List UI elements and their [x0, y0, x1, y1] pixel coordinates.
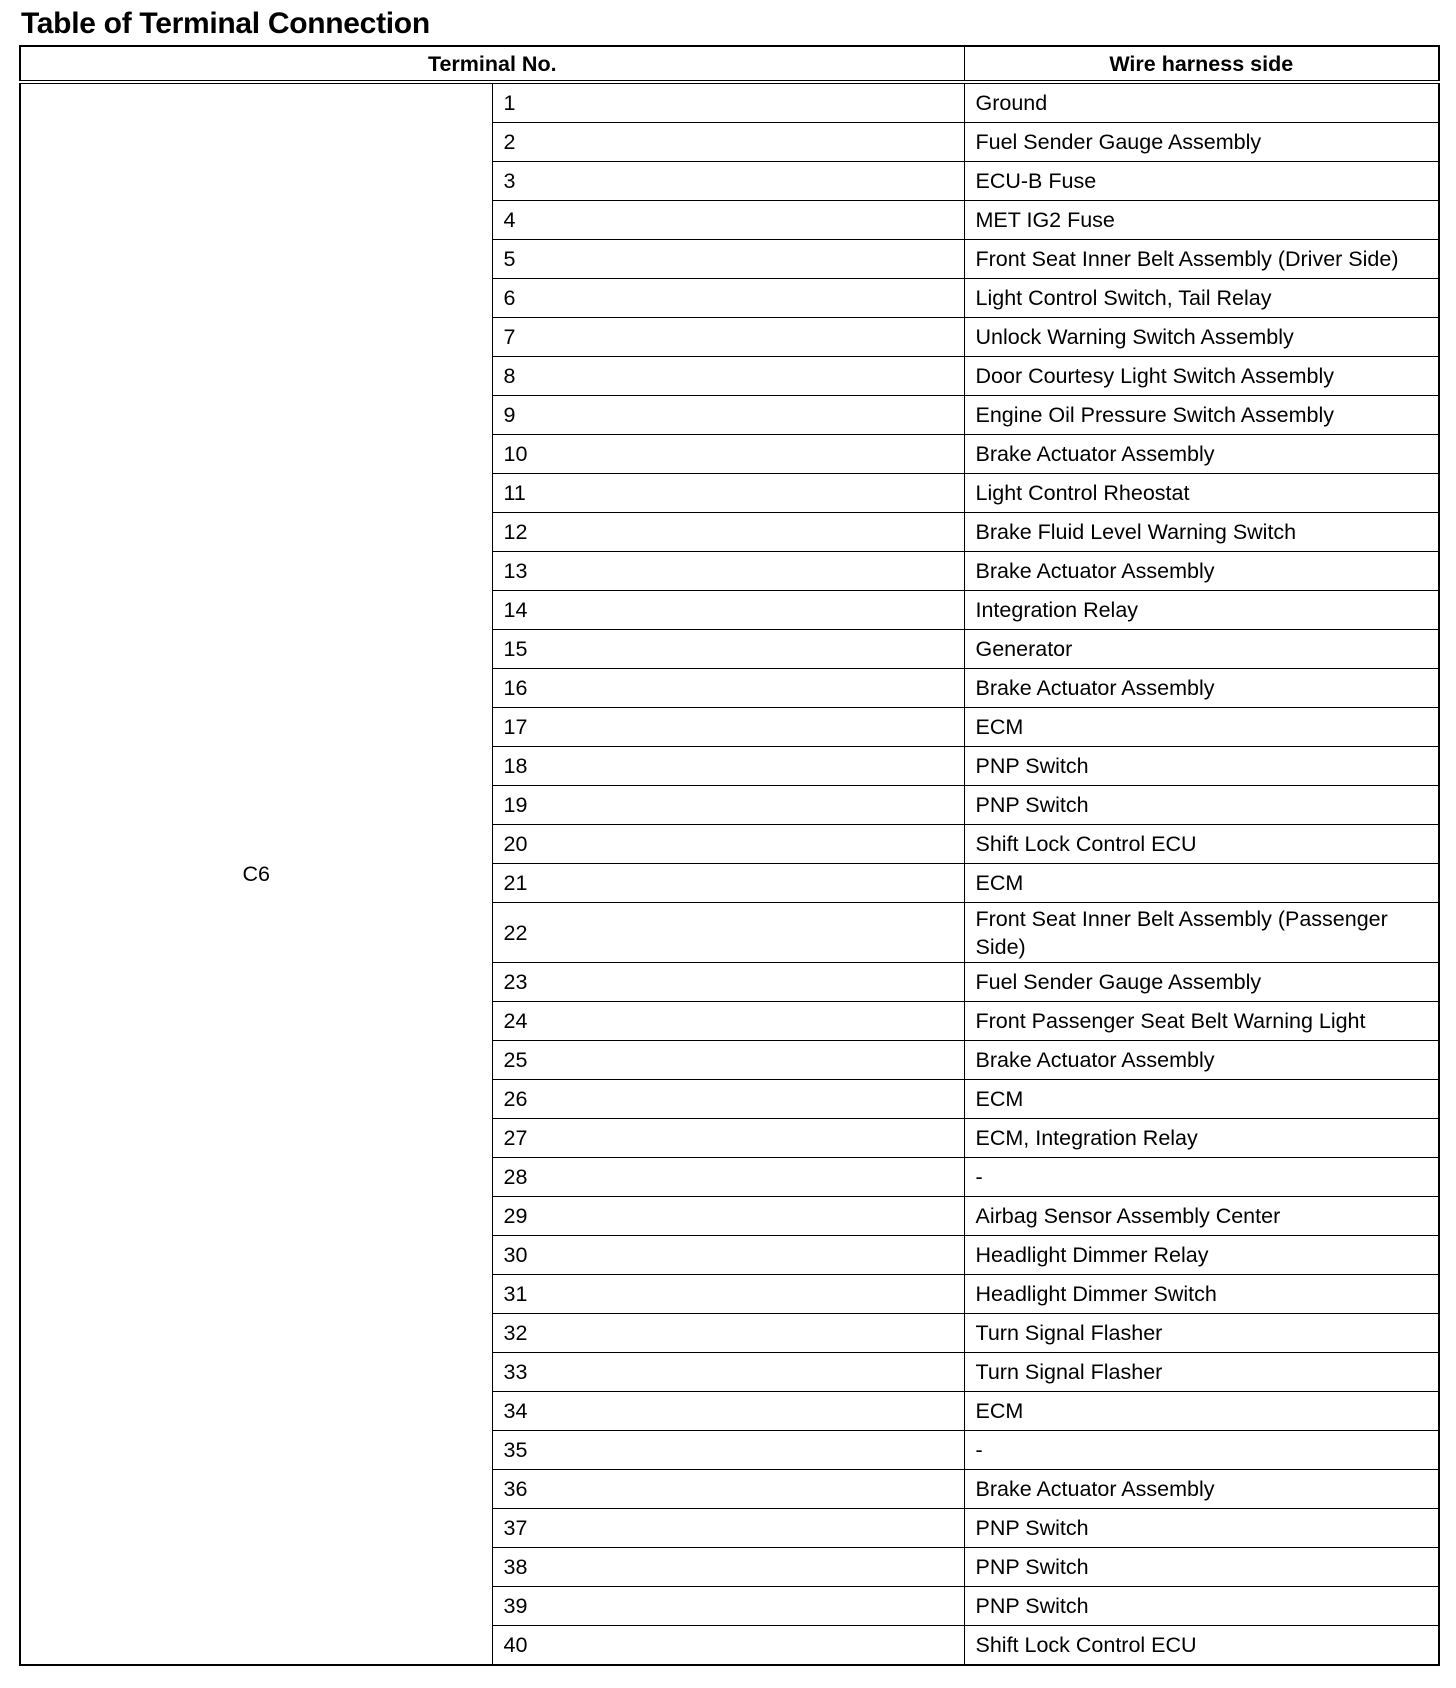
terminal-number-cell: 18 [492, 747, 964, 786]
terminal-number-cell: 35 [492, 1431, 964, 1470]
wire-harness-cell: Fuel Sender Gauge Assembly [964, 123, 1439, 162]
terminal-number-cell: 28 [492, 1158, 964, 1197]
terminal-number-cell: 15 [492, 630, 964, 669]
terminal-number-cell: 2 [492, 123, 964, 162]
wire-harness-cell: Shift Lock Control ECU [964, 825, 1439, 864]
terminal-number-cell: 34 [492, 1392, 964, 1431]
terminal-number-cell: 31 [492, 1275, 964, 1314]
terminal-number-cell: 23 [492, 963, 964, 1002]
terminal-number-cell: 17 [492, 708, 964, 747]
terminal-number-cell: 8 [492, 357, 964, 396]
terminal-number-cell: 16 [492, 669, 964, 708]
terminal-number-cell: 26 [492, 1080, 964, 1119]
terminal-number-cell: 9 [492, 396, 964, 435]
wire-harness-cell: ECM [964, 864, 1439, 903]
terminal-number-cell: 4 [492, 201, 964, 240]
wire-harness-cell: Ground [964, 82, 1439, 123]
terminal-number-cell: 6 [492, 279, 964, 318]
wire-harness-cell: Brake Actuator Assembly [964, 552, 1439, 591]
wire-harness-cell: Brake Actuator Assembly [964, 435, 1439, 474]
table-body [20, 82, 1439, 1665]
wire-harness-cell: Brake Actuator Assembly [964, 1470, 1439, 1509]
wire-harness-cell: PNP Switch [964, 747, 1439, 786]
table-header-row [20, 46, 1439, 82]
terminal-number-cell: 24 [492, 1002, 964, 1041]
table-row [20, 82, 1439, 123]
terminal-number-cell: 1 [492, 82, 964, 123]
terminal-number-cell: 19 [492, 786, 964, 825]
wire-harness-cell: Airbag Sensor Assembly Center [964, 1197, 1439, 1236]
terminal-number-cell: 12 [492, 513, 964, 552]
terminal-number-cell: 32 [492, 1314, 964, 1353]
wire-harness-cell: Brake Fluid Level Warning Switch [964, 513, 1439, 552]
page-title: Table of Terminal Connection [21, 7, 430, 40]
wire-harness-cell: Light Control Rheostat [964, 474, 1439, 513]
wire-harness-cell: Headlight Dimmer Relay [964, 1236, 1439, 1275]
wire-harness-cell: Fuel Sender Gauge Assembly [964, 963, 1439, 1002]
wire-harness-cell: Front Seat Inner Belt Assembly (Driver Side) [964, 240, 1439, 279]
terminal-number-cell: 40 [492, 1626, 964, 1666]
terminal-number-cell: 30 [492, 1236, 964, 1275]
wire-harness-cell: - [964, 1431, 1439, 1470]
wire-harness-cell: PNP Switch [964, 1548, 1439, 1587]
terminal-number-cell: 25 [492, 1041, 964, 1080]
terminal-number-cell: 37 [492, 1509, 964, 1548]
terminal-number-cell: 7 [492, 318, 964, 357]
terminal-number-cell: 36 [492, 1470, 964, 1509]
terminal-number-cell: 29 [492, 1197, 964, 1236]
terminal-number-cell: 10 [492, 435, 964, 474]
wire-harness-cell: ECM [964, 1080, 1439, 1119]
wire-harness-cell: PNP Switch [964, 786, 1439, 825]
wire-harness-cell: - [964, 1158, 1439, 1197]
terminal-number-cell: 5 [492, 240, 964, 279]
wire-harness-cell: PNP Switch [964, 1587, 1439, 1626]
wire-harness-cell: Turn Signal Flasher [964, 1314, 1439, 1353]
terminal-no-header: Terminal No. [20, 46, 964, 82]
terminal-number-cell: 22 [492, 903, 964, 963]
wire-harness-cell: Door Courtesy Light Switch Assembly [964, 357, 1439, 396]
wire-harness-cell: Shift Lock Control ECU [964, 1626, 1439, 1666]
terminal-number-cell: 14 [492, 591, 964, 630]
wire-harness-cell: ECU-B Fuse [964, 162, 1439, 201]
wire-harness-cell: Front Passenger Seat Belt Warning Light [964, 1002, 1439, 1041]
wire-harness-cell: Unlock Warning Switch Assembly [964, 318, 1439, 357]
wire-harness-cell: Brake Actuator Assembly [964, 669, 1439, 708]
terminal-number-cell: 20 [492, 825, 964, 864]
wire-harness-cell: Headlight Dimmer Switch [964, 1275, 1439, 1314]
wire-harness-cell: Integration Relay [964, 591, 1439, 630]
terminal-number-cell: 21 [492, 864, 964, 903]
terminal-number-cell: 38 [492, 1548, 964, 1587]
terminal-number-cell: 27 [492, 1119, 964, 1158]
wire-harness-cell: Brake Actuator Assembly [964, 1041, 1439, 1080]
wire-harness-cell: ECM [964, 1392, 1439, 1431]
wire-harness-cell: Turn Signal Flasher [964, 1353, 1439, 1392]
terminal-number-cell: 33 [492, 1353, 964, 1392]
connector-cell: C6 [20, 82, 492, 1665]
terminal-number-cell: 13 [492, 552, 964, 591]
wire-harness-cell: Light Control Switch, Tail Relay [964, 279, 1439, 318]
wire-harness-cell: ECM [964, 708, 1439, 747]
wire-harness-cell: ECM, Integration Relay [964, 1119, 1439, 1158]
wire-harness-side-header: Wire harness side [964, 46, 1439, 82]
terminal-number-cell: 39 [492, 1587, 964, 1626]
wire-harness-cell: Engine Oil Pressure Switch Assembly [964, 396, 1439, 435]
terminal-number-cell: 3 [492, 162, 964, 201]
wire-harness-cell: Front Seat Inner Belt Assembly (Passenger Side) [964, 903, 1439, 963]
wire-harness-cell: PNP Switch [964, 1509, 1439, 1548]
terminal-connection-table [19, 45, 1440, 1666]
terminal-number-cell: 11 [492, 474, 964, 513]
wire-harness-cell: Generator [964, 630, 1439, 669]
wire-harness-cell: MET IG2 Fuse [964, 201, 1439, 240]
